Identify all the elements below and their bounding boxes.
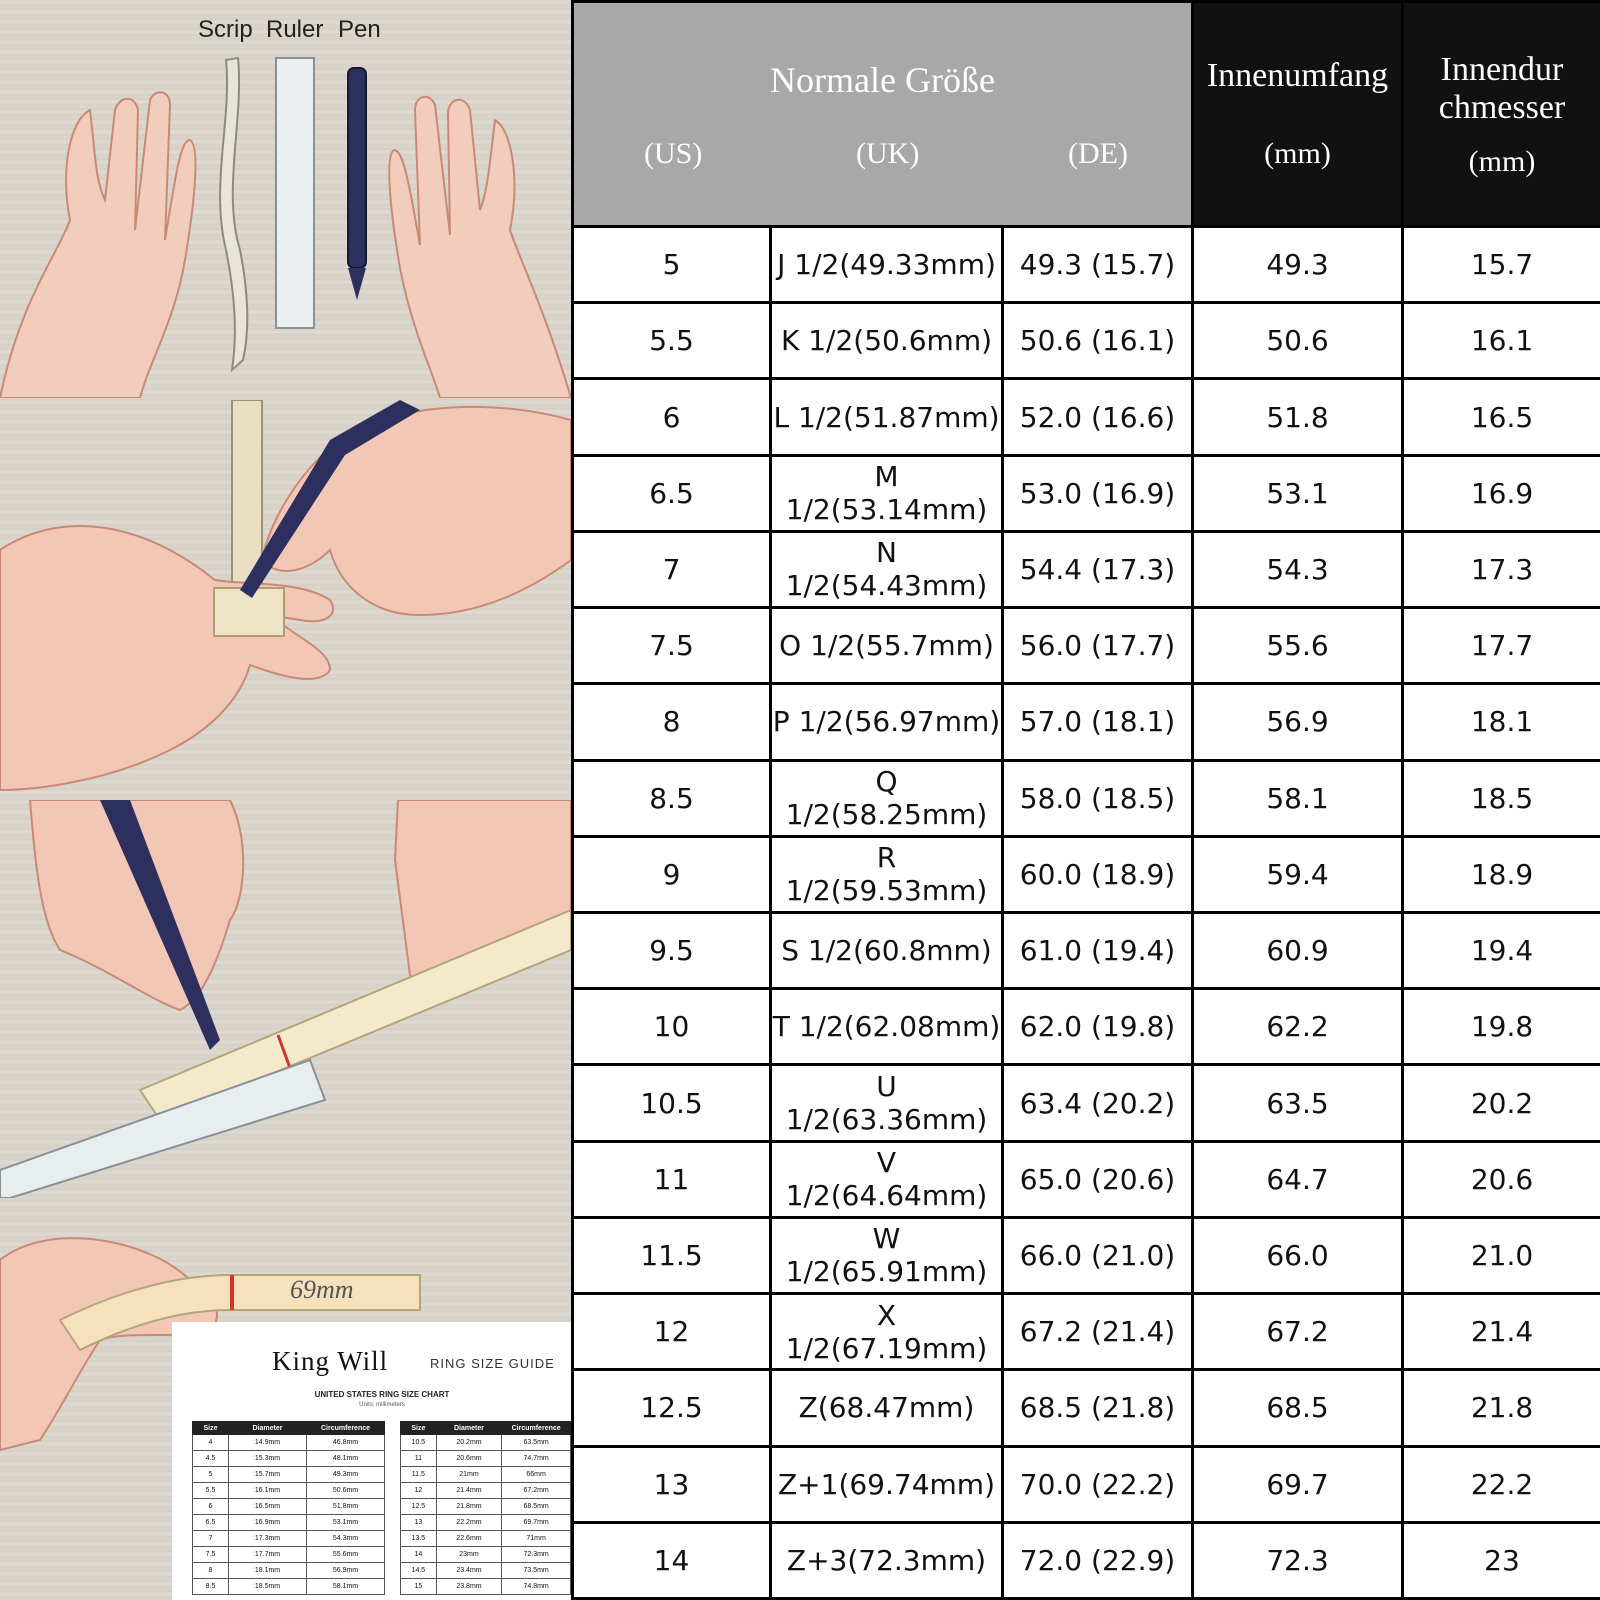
size-row [573,1141,1600,1217]
cell-us: 14 [573,1522,771,1598]
size-row [573,1370,1600,1446]
left-hand [0,92,195,398]
mini-cell: 8.5 [193,1579,229,1595]
cell-de: 63.4 (20.2) [1003,1065,1193,1141]
mini-row [401,1467,571,1483]
mini-cell: 14.5 [401,1563,437,1579]
illustration-column [0,0,571,1600]
size-row [573,1217,1600,1293]
mini-cell: 7.5 [193,1547,229,1563]
cell-us: 12 [573,1294,771,1370]
mini-cell: 17.7mm [229,1547,307,1563]
cell-uk: J 1/2(49.33mm) [771,227,1003,303]
header-uk: (UK) [856,137,920,170]
cell-uk: M 1/2(53.14mm) [771,455,1003,531]
cell-diameter: 19.8 [1403,989,1600,1065]
mini-cell: 6 [193,1499,229,1515]
mini-chart-body [401,1435,571,1595]
cell-diameter: 21.0 [1403,1217,1600,1293]
cell-circumference: 60.9 [1193,912,1403,988]
cell-uk: K 1/2(50.6mm) [771,303,1003,379]
cell-uk: W 1/2(65.91mm) [771,1217,1003,1293]
size-row [573,455,1600,531]
cell-uk: V 1/2(64.64mm) [771,1141,1003,1217]
header-normal-size [573,2,1193,227]
cell-diameter: 21.4 [1403,1294,1600,1370]
cell-us: 6.5 [573,455,771,531]
mini-cell: 13.5 [401,1531,437,1547]
mini-row [401,1483,571,1499]
mini-cell: 13 [401,1515,437,1531]
header-diameter-line1: Innendur [1440,51,1564,88]
ring-size-table [571,0,1600,1600]
cell-us: 10 [573,989,771,1065]
cell-uk: Z+3(72.3mm) [771,1522,1003,1598]
mini-cell: 18.1mm [229,1563,307,1579]
mini-chart-left [192,1421,385,1595]
mini-cell: 56.9mm [307,1563,385,1579]
mini-cell: 48.1mm [307,1451,385,1467]
mini-cell: 21mm [436,1467,502,1483]
cell-circumference: 49.3 [1193,227,1403,303]
cell-uk: Z+1(69.74mm) [771,1446,1003,1522]
cell-us: 5 [573,227,771,303]
mini-cell: 8 [193,1563,229,1579]
cell-diameter: 20.2 [1403,1065,1600,1141]
cell-us: 12.5 [573,1370,771,1446]
size-row [573,989,1600,1065]
header-diameter-title [1404,51,1600,127]
mini-cell: 11.5 [401,1467,437,1483]
mini-row [401,1435,571,1451]
size-row [573,684,1600,760]
mini-cell: 22.2mm [436,1515,502,1531]
mini-cell: 4 [193,1435,229,1451]
header-circumference-title: Innenumfang [1206,57,1389,94]
cell-us: 13 [573,1446,771,1522]
cell-us: 6 [573,379,771,455]
mini-cell: 15.7mm [229,1467,307,1483]
cell-uk: O 1/2(55.7mm) [771,608,1003,684]
cell-circumference: 51.8 [1193,379,1403,455]
cell-uk: S 1/2(60.8mm) [771,912,1003,988]
brand-logo: King Will [272,1346,389,1376]
cell-diameter: 17.3 [1403,531,1600,607]
cell-diameter: 21.8 [1403,1370,1600,1446]
mini-cell: 49.3mm [307,1467,385,1483]
mini-cell: 50.6mm [307,1483,385,1499]
mini-cell: 46.8mm [307,1435,385,1451]
mini-cell: 14 [401,1547,437,1563]
cell-diameter: 17.7 [1403,608,1600,684]
cell-circumference: 63.5 [1193,1065,1403,1141]
cell-uk: T 1/2(62.08mm) [771,989,1003,1065]
mini-cell: 53.1mm [307,1515,385,1531]
mini-cell: 73.5mm [502,1563,571,1579]
mini-cell: 51.8mm [307,1499,385,1515]
mini-cell: 63.5mm [502,1435,571,1451]
mini-row [401,1547,571,1563]
cell-diameter: 18.5 [1403,760,1600,836]
cell-diameter: 15.7 [1403,227,1600,303]
cell-de: 52.0 (16.6) [1003,379,1193,455]
cell-de: 57.0 (18.1) [1003,684,1193,760]
mini-cell: 6.5 [193,1515,229,1531]
mini-row [193,1563,385,1579]
cell-de: 56.0 (17.7) [1003,608,1193,684]
tool-label-ruler: Ruler [266,16,324,43]
size-row [573,760,1600,836]
cell-circumference: 55.6 [1193,608,1403,684]
mini-cell: 11 [401,1451,437,1467]
tool-label-pen: Pen [338,16,381,43]
cell-de: 58.0 (18.5) [1003,760,1193,836]
cell-de: 54.4 (17.3) [1003,531,1193,607]
header-diameter-unit: (mm) [1468,145,1536,178]
mini-cell: 20.2mm [436,1435,502,1451]
size-row [573,227,1600,303]
cell-circumference: 58.1 [1193,760,1403,836]
size-row [573,1522,1600,1598]
mini-cell: 69.7mm [502,1515,571,1531]
mini-cell: 16.1mm [229,1483,307,1499]
mini-header: Size [401,1422,437,1435]
cell-de: 49.3 (15.7) [1003,227,1193,303]
mini-cell: 21.8mm [436,1499,502,1515]
mini-row [401,1579,571,1595]
mini-cell: 23.8mm [436,1579,502,1595]
size-row [573,303,1600,379]
mini-cell: 15 [401,1579,437,1595]
mini-cell: 10.5 [401,1435,437,1451]
panel-tools [0,0,571,398]
header-us: (US) [644,137,703,170]
cell-de: 61.0 (19.4) [1003,912,1193,988]
cell-circumference: 53.1 [1193,455,1403,531]
mini-cell: 74.7mm [502,1451,571,1467]
cell-diameter: 18.1 [1403,684,1600,760]
mini-cell: 21.4mm [436,1483,502,1499]
pen-tip [348,268,366,300]
mini-cell: 14.9mm [229,1435,307,1451]
cell-us: 7 [573,531,771,607]
cell-diameter: 19.4 [1403,912,1600,988]
tool-label-scrip: Scrip [198,16,253,43]
mini-cell: 66mm [502,1467,571,1483]
wrap-illustration [0,400,571,798]
mini-row [401,1515,571,1531]
mini-cell: 23.4mm [436,1563,502,1579]
cell-diameter: 20.6 [1403,1141,1600,1217]
mini-header: Diameter [436,1422,502,1435]
cell-uk: N 1/2(54.43mm) [771,531,1003,607]
cell-circumference: 72.3 [1193,1522,1403,1598]
right-hand [389,97,571,398]
cell-us: 11 [573,1141,771,1217]
mini-row [193,1467,385,1483]
header-diameter [1403,2,1600,227]
mini-header: Diameter [229,1422,307,1435]
pen [348,68,366,268]
cell-circumference: 66.0 [1193,1217,1403,1293]
mini-chart-title: UNITED STATES RING SIZE CHART [314,1390,450,1399]
cell-us: 7.5 [573,608,771,684]
guide-label: RING SIZE GUIDE [430,1356,555,1371]
mini-cell: 18.5mm [229,1579,307,1595]
mini-cell: 16.9mm [229,1515,307,1531]
mini-row [193,1499,385,1515]
cell-de: 53.0 (16.9) [1003,455,1193,531]
size-row [573,1446,1600,1522]
mini-cell: 4.5 [193,1451,229,1467]
cell-uk: L 1/2(51.87mm) [771,379,1003,455]
cell-de: 62.0 (19.8) [1003,989,1193,1065]
cell-us: 10.5 [573,1065,771,1141]
mini-cell: 7 [193,1531,229,1547]
mini-cell: 20.6mm [436,1451,502,1467]
cell-uk: X 1/2(67.19mm) [771,1294,1003,1370]
mini-chart-body [193,1435,385,1595]
size-table-body [573,227,1600,1599]
header-group-title: Normale Größe [770,60,995,100]
cell-us: 8 [573,684,771,760]
tools-illustration [0,0,571,398]
cell-circumference: 64.7 [1193,1141,1403,1217]
paper-strip [220,58,247,370]
mini-row [401,1531,571,1547]
cell-circumference: 50.6 [1193,303,1403,379]
ruler [276,58,314,328]
size-row [573,836,1600,912]
cell-diameter: 22.2 [1403,1446,1600,1522]
mini-cell: 5 [193,1467,229,1483]
mini-row [401,1499,571,1515]
mini-cell: 54.3mm [307,1531,385,1547]
mini-cell: 12.5 [401,1499,437,1515]
mini-row [193,1515,385,1531]
cell-diameter: 23 [1403,1522,1600,1598]
mini-header: Circumference [307,1422,385,1435]
cell-us: 5.5 [573,303,771,379]
cell-circumference: 62.2 [1193,989,1403,1065]
mini-row [401,1451,571,1467]
cell-diameter: 18.9 [1403,836,1600,912]
cell-de: 67.2 (21.4) [1003,1294,1193,1370]
mark-illustration [0,800,571,1198]
mini-row [193,1483,385,1499]
cell-uk: Q 1/2(58.25mm) [771,760,1003,836]
cell-uk: R 1/2(59.53mm) [771,836,1003,912]
cell-de: 70.0 (22.2) [1003,1446,1193,1522]
mini-cell: 55.6mm [307,1547,385,1563]
mini-cell: 68.5mm [502,1499,571,1515]
cell-circumference: 59.4 [1193,836,1403,912]
panel-wrap [0,400,571,798]
mini-cell: 58.1mm [307,1579,385,1595]
size-row [573,1294,1600,1370]
cell-circumference: 67.2 [1193,1294,1403,1370]
mini-cell: 5.5 [193,1483,229,1499]
mini-cell: 15.3mm [229,1451,307,1467]
cell-us: 8.5 [573,760,771,836]
cell-diameter: 16.9 [1403,455,1600,531]
mini-cell: 17.3mm [229,1531,307,1547]
cell-circumference: 68.5 [1193,1370,1403,1446]
cell-us: 9 [573,836,771,912]
mini-cell: 22.6mm [436,1531,502,1547]
mini-cell: 67.2mm [502,1483,571,1499]
cell-de: 66.0 (21.0) [1003,1217,1193,1293]
mini-cell: 16.5mm [229,1499,307,1515]
header-de: (DE) [1068,137,1128,170]
size-row [573,912,1600,988]
cell-circumference: 56.9 [1193,684,1403,760]
mini-row [193,1547,385,1563]
mini-cell: 23mm [436,1547,502,1563]
size-row [573,531,1600,607]
mini-cell: 12 [401,1483,437,1499]
cell-de: 50.6 (16.1) [1003,303,1193,379]
size-row [573,1065,1600,1141]
mini-header: Size [193,1422,229,1435]
mini-row [193,1451,385,1467]
mini-row [193,1531,385,1547]
mini-row [193,1435,385,1451]
mini-cell: 71mm [502,1531,571,1547]
cell-de: 60.0 (18.9) [1003,836,1193,912]
mini-header: Circumference [502,1422,571,1435]
size-row [573,608,1600,684]
cell-de: 72.0 (22.9) [1003,1522,1193,1598]
mini-cell: 74.8mm [502,1579,571,1595]
cell-uk: Z(68.47mm) [771,1370,1003,1446]
header-circumference [1193,2,1403,227]
cell-diameter: 16.5 [1403,379,1600,455]
cell-us: 9.5 [573,912,771,988]
mini-cell: 72.3mm [502,1547,571,1563]
mini-row [401,1563,571,1579]
ring-size-guide-card [172,1322,571,1600]
panel-mark [0,800,571,1198]
cell-uk: U 1/2(63.36mm) [771,1065,1003,1141]
header-circumference-unit: (mm) [1264,137,1331,170]
cell-de: 68.5 (21.8) [1003,1370,1193,1446]
cell-circumference: 54.3 [1193,531,1403,607]
cell-diameter: 16.1 [1403,303,1600,379]
cell-uk: P 1/2(56.97mm) [771,684,1003,760]
mini-chart-right [400,1421,571,1595]
mini-chart-units: Units: millimeters [359,1402,405,1408]
cell-circumference: 69.7 [1193,1446,1403,1522]
mini-row [193,1579,385,1595]
cell-us: 11.5 [573,1217,771,1293]
header-diameter-line2: chmesser [1438,89,1566,126]
strip-measure-text: 69mm [290,1275,354,1304]
cell-de: 65.0 (20.6) [1003,1141,1193,1217]
size-row [573,379,1600,455]
